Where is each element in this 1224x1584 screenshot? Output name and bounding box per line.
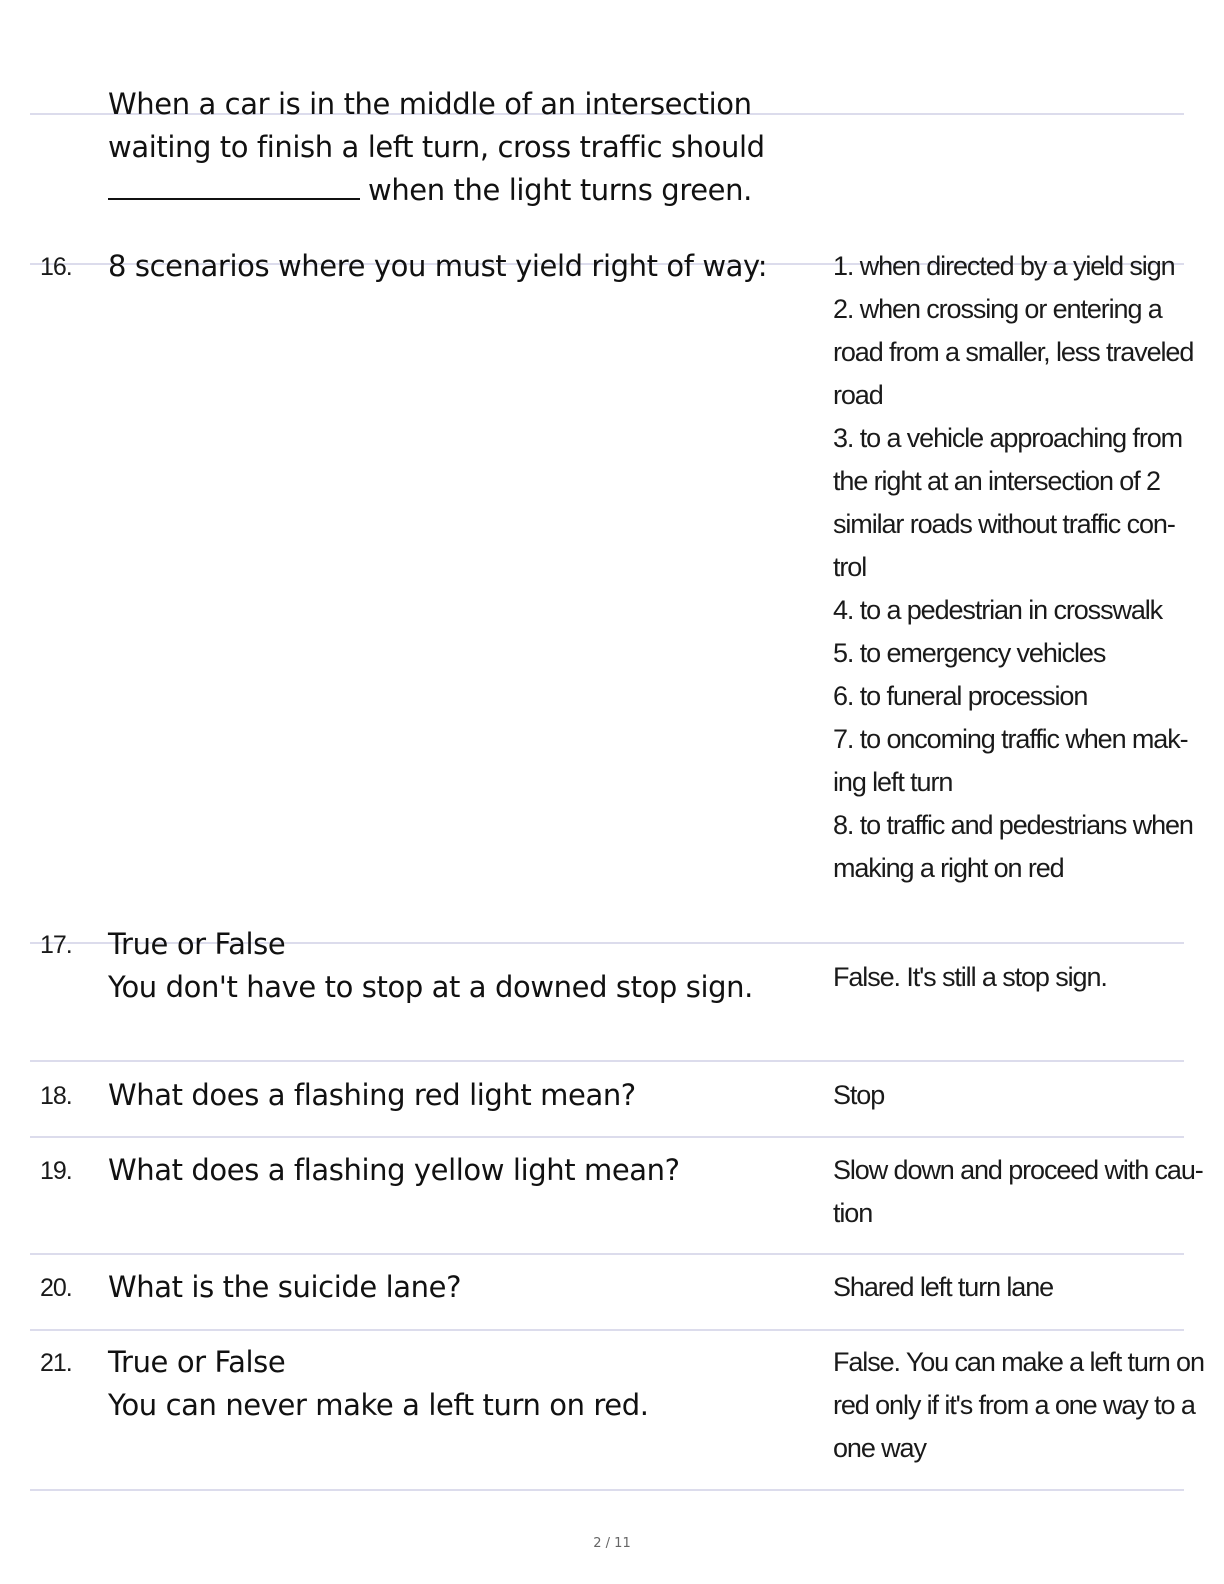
- answer-line: 4. to a pedestrian in crosswalk: [833, 595, 1163, 625]
- card-20-question: [108, 1266, 808, 1309]
- answer-line: 3. to a vehicle approaching from: [833, 423, 1183, 453]
- answer-line: 6. to funeral procession: [833, 681, 1088, 711]
- card-18-question: [108, 1074, 808, 1117]
- card-number: 16.: [40, 253, 72, 281]
- row-divider: [30, 1489, 1184, 1491]
- card-20-answer: [833, 1266, 1178, 1309]
- card-21-answer: [833, 1341, 1204, 1470]
- card-number: 19.: [40, 1157, 72, 1185]
- card-19-question: [108, 1149, 808, 1192]
- question-line: 8 scenarios where you must yield right of way:: [108, 249, 768, 283]
- answer-line: 2. when crossing or entering a: [833, 294, 1162, 324]
- answer-line: False. It's still a stop sign.: [833, 962, 1107, 992]
- answer-line: ing left turn: [833, 767, 953, 797]
- question-line: What does a flashing red light mean?: [108, 1078, 636, 1112]
- answer-line: trol: [833, 552, 867, 582]
- answer-line: similar roads without traffic con-: [833, 509, 1175, 539]
- question-line-text: when the light turns green.: [368, 173, 752, 207]
- answer-line: the right at an intersection of 2: [833, 466, 1160, 496]
- card-18-answer: [833, 1074, 1178, 1117]
- card-number: 18.: [40, 1082, 72, 1110]
- card-15-question: [108, 83, 808, 212]
- answer-line: red only if it's from a one way to a: [833, 1390, 1195, 1420]
- answer-line: road from a smaller, less traveled: [833, 337, 1194, 367]
- question-line: True or False: [108, 927, 286, 961]
- answer-line: one way: [833, 1433, 926, 1463]
- answer-line: 1. when directed by a yield sign: [833, 251, 1175, 281]
- answer-line: Slow down and proceed with cau-: [833, 1155, 1203, 1185]
- row-divider: [30, 1329, 1184, 1331]
- card-number: 21.: [40, 1349, 72, 1377]
- answer-line: making a right on red: [833, 853, 1064, 883]
- answer-line: 8. to traffic and pedestrians when: [833, 810, 1193, 840]
- answer-line: 5. to emergency vehicles: [833, 638, 1106, 668]
- answer-line: Stop: [833, 1080, 885, 1110]
- question-line: waiting to finish a left turn, cross traffic should: [108, 130, 765, 164]
- card-16-question: [108, 245, 808, 288]
- answer-line: False. You can make a left turn on: [833, 1347, 1204, 1377]
- row-divider: [30, 1136, 1184, 1138]
- question-line: When a car is in the middle of an intersection: [108, 87, 752, 121]
- card-19-answer: [833, 1149, 1203, 1235]
- card-21-question: [108, 1341, 808, 1427]
- question-line: You can never make a left turn on red.: [108, 1388, 649, 1422]
- answer-line: road: [833, 380, 883, 410]
- card-number: 17.: [40, 931, 72, 959]
- card-17-answer: [833, 956, 1178, 999]
- question-line: You don't have to stop at a downed stop sign.: [108, 970, 753, 1004]
- page-indicator: 2 / 11: [593, 1536, 631, 1551]
- answer-line: 7. to oncoming traffic when mak-: [833, 724, 1188, 754]
- answer-line: Shared left turn lane: [833, 1272, 1054, 1302]
- question-line: What does a flashing yellow light mean?: [108, 1153, 680, 1187]
- row-divider: [30, 1253, 1184, 1255]
- question-line: What is the suicide lane?: [108, 1270, 462, 1304]
- card-17-question: [108, 923, 808, 1009]
- card-16-answer: [833, 245, 1194, 890]
- row-divider: [30, 1060, 1184, 1062]
- card-number: 20.: [40, 1274, 72, 1302]
- question-line: [108, 169, 808, 212]
- question-line: True or False: [108, 1345, 286, 1379]
- fill-in-blank: [108, 176, 360, 200]
- answer-line: tion: [833, 1198, 873, 1228]
